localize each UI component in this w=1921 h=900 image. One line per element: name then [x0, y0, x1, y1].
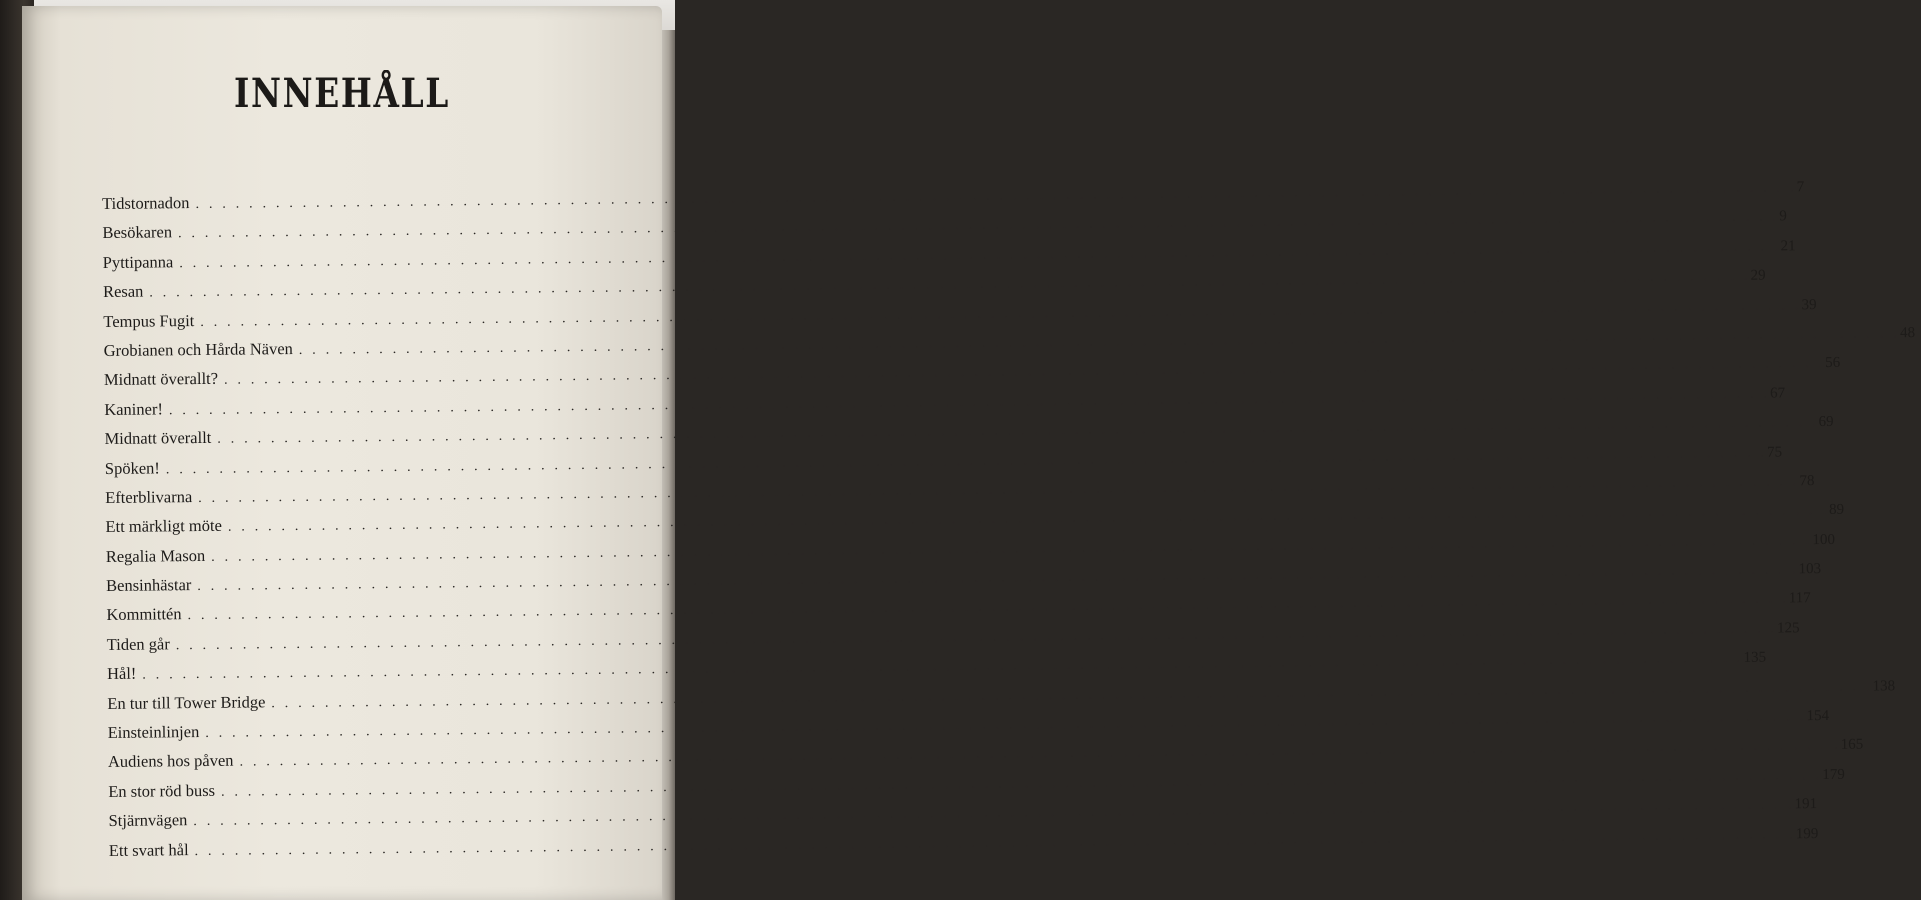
toc-entry-title: Spöken!	[104, 457, 160, 478]
toc-leader-dots: . . . . . . . . . . . . . . . . . . . . . . . . . . . . . . . . . . . . . . . . . . . . . . . . . . . . . . . . . . . . . . . . . . . . . . . . . . . . . . . . . . . . . . . . . . . . . . . . . . . . . . . . . . . . . . . . . . . . . . . .	[298, 326, 1901, 358]
toc-leader-dots: . . . . . . . . . . . . . . . . . . . . . . . . . . . . . . . . . . . . . . . . . . . . . . . . . . . . . . . . . . . . . . . . . . . . . . . . . . . . . . . . . . . . . . . . . . . . . . . . . . . . . . . . . . . . . . . . . . . . . . . .	[220, 767, 1823, 800]
toc-entry-page: 21	[1780, 238, 1796, 255]
toc-entry-title: Ett svart hål	[108, 839, 189, 860]
toc-entry-page: 56	[1825, 355, 1841, 372]
toc-entry-title: Tidstornadon	[102, 193, 190, 213]
toc-entry-title: Midnatt överallt?	[103, 369, 219, 390]
toc-leader-dots: . . . . . . . . . . . . . . . . . . . . . . . . . . . . . . . . . . . . . . . . . . . . . . . . . . . . . . . . . . . . . . . . . . . . . . . . . . . . . . . . . . . . . . . . . . . . . . . . . . . . . . . . . . . . . . . . . . . . . . . .	[165, 445, 1768, 477]
toc-leader-dots: . . . . . . . . . . . . . . . . . . . . . . . . . . . . . . . . . . . . . . . . . . . . . . . . . . . . . . . . . . . . . . . . . . . . . . . . . . . . . . . . . . . . . . . . . . . . . . . . . . . . . . . . . . . . . . . . . . . . . . . .	[271, 679, 1873, 711]
toc-entry-page: 100	[1812, 531, 1836, 548]
toc-entry-title: En tur till Tower Bridge	[107, 691, 266, 713]
toc-entry-title: Bensinhästar	[106, 575, 192, 596]
toc-entry-title: Hål!	[106, 663, 137, 684]
table-of-contents	[102, 179, 1916, 870]
toc-entry-page: 125	[1776, 620, 1800, 637]
toc-entry-page: 78	[1799, 472, 1815, 490]
toc-entry	[108, 825, 1819, 870]
page-title: INNEHÅLL	[234, 70, 450, 117]
toc-leader-dots: . . . . . . . . . . . . . . . . . . . . . . . . . . . . . . . . . . . . . . . . . . . . . . . . . . . . . . . . . . . . . . . . . . . . . . . . . . . . . . . . . . . . . . . . . . . . . . . . . . . . . . . . . . . . . . . . . . . . . . . .	[175, 621, 1778, 654]
toc-entry-page: 69	[1818, 414, 1834, 431]
toc-leader-dots: . . . . . . . . . . . . . . . . . . . . . . . . . . . . . . . . . . . . . . . . . . . . . . . . . . . . . . . . . . . . . . . . . . . . . . . . . . . . . . . . . . . . . . . . . . . . . . . . . . . . . . . . . . . . . . . . . . . . . . . .	[198, 474, 1800, 506]
toc-leader-dots: . . . . . . . . . . . . . . . . . . . . . . . . . . . . . . . . . . . . . . . . . . . . . . . . . . . . . . . . . . . . . . . . . . . . . . . . . . . . . . . . . . . . . . . . . . . . . . . . . . . . . . . . . . . . . . . . . . . . . . . .	[187, 591, 1789, 624]
toc-entry-title: Tempus Fugit	[103, 310, 195, 331]
toc-entry-title: Einsteinlinjen	[107, 722, 200, 743]
toc-entry-page: 48	[1900, 324, 1916, 342]
toc-entry-title: Kaniner!	[104, 399, 163, 419]
toc-entry-page: 135	[1743, 649, 1767, 667]
toc-leader-dots: . . . . . . . . . . . . . . . . . . . . . . . . . . . . . . . . . . . . . . . . . . . . . . . . . . . . . . . . . . . . . . . . . . . . . . . . . . . . . . . . . . . . . . . . . . . . . . . . . . . . . . . . . . . . . . . . . . . . . . . .	[194, 826, 1796, 859]
toc-leader-dots: . . . . . . . . . . . . . . . . . . . . . . . . . . . . . . . . . . . . . . . . . . . . . . . . . . . . . . . . . . . . . . . . . . . . . . . . . . . . . . . . . . . . . . . . . . . . . . . . . . . . . . . . . . . . . . . . . . . . . . . .	[197, 562, 1799, 595]
toc-entry-page: 67	[1770, 385, 1786, 402]
toc-entry-title: Regalia Mason	[105, 545, 206, 566]
toc-leader-dots: . . . . . . . . . . . . . . . . . . . . . . . . . . . . . . . . . . . . . . . . . . . . . . . . . . . . . . . . . . . . . . . . . . . . . . . . . . . . . . . . . . . . . . . . . . . . . . . . . . . . . . . . . . . . . . . . . . . . . . . .	[227, 503, 1830, 535]
toc-entry-page: 89	[1829, 502, 1845, 519]
toc-entry-title: Grobianen och Hårda Näven	[103, 338, 293, 360]
toc-entry-title: Midnatt överallt	[104, 427, 212, 449]
toc-leader-dots: . . . . . . . . . . . . . . . . . . . . . . . . . . . . . . . . . . . . . . . . . . . . . . . . . . . . . . . . . . . . . . . . . . . . . . . . . . . . . . . . . . . . . . . . . . . . . . . . . . . . . . . . . . . . . . . . . . . . . . . .	[239, 738, 1841, 771]
toc-leader-dots: . . . . . . . . . . . . . . . . . . . . . . . . . . . . . . . . . . . . . . . . . . . . . . . . . . . . . . . . . . . . . . . . . . . . . . . . . . . . . . . . . . . . . . . . . . . . . . . . . . . . . . . . . . . . . . . . . . . . . . . .	[149, 268, 1751, 301]
book-page	[22, 6, 1916, 900]
toc-entry-page: 179	[1822, 766, 1845, 783]
toc-entry-page: 9	[1779, 208, 1787, 225]
toc-entry-title: Ett märkligt möte	[105, 516, 222, 537]
toc-leader-dots: . . . . . . . . . . . . . . . . . . . . . . . . . . . . . . . . . . . . . . . . . . . . . . . . . . . . . . . . . . . . . . . . . . . . . . . . . . . . . . . . . . . . . . . . . . . . . . . . . . . . . . . . . . . . . . . . . . . . . . . .	[142, 651, 1744, 683]
toc-entry-title: En stor röd buss	[108, 780, 216, 801]
toc-entry-title: Pyttipanna	[102, 252, 174, 272]
toc-leader-dots: . . . . . . . . . . . . . . . . . . . . . . . . . . . . . . . . . . . . . . . . . . . . . . . . . . . . . . . . . . . . . . . . . . . . . . . . . . . . . . . . . . . . . . . . . . . . . . . . . . . . . . . . . . . . . . . . . . . . . . . .	[211, 532, 1813, 565]
toc-leader-dots: . . . . . . . . . . . . . . . . . . . . . . . . . . . . . . . . . . . . . . . . . . . . . . . . . . . . . . . . . . . . . . . . . . . . . . . . . . . . . . . . . . . . . . . . . . . . . . . . . . . . . . . . . . . . . . . . . . . . . . . .	[200, 297, 1802, 330]
toc-entry-title: Besökaren	[102, 222, 173, 243]
toc-leader-dots: . . . . . . . . . . . . . . . . . . . . . . . . . . . . . . . . . . . . . . . . . . . . . . . . . . . . . . . . . . . . . . . . . . . . . . . . . . . . . . . . . . . . . . . . . . . . . . . . . . . . . . . . . . . . . . . . . . . . . . . .	[223, 356, 1826, 389]
toc-entry-title: Stjärnvägen	[108, 810, 188, 831]
toc-leader-dots: . . . . . . . . . . . . . . . . . . . . . . . . . . . . . . . . . . . . . . . . . . . . . . . . . . . . . . . . . . . . . . . . . . . . . . . . . . . . . . . . . . . . . . . . . . . . . . . . . . . . . . . . . . . . . . . . . . . . . . . .	[168, 386, 1771, 419]
toc-entry-page: 117	[1788, 590, 1811, 607]
toc-leader-dots: . . . . . . . . . . . . . . . . . . . . . . . . . . . . . . . . . . . . . . . . . . . . . . . . . . . . . . . . . . . . . . . . . . . . . . . . . . . . . . . . . . . . . . . . . . . . . . . . . . . . . . . . . . . . . . . . . . . . . . . .	[217, 415, 1819, 447]
toc-leader-dots: . . . . . . . . . . . . . . . . . . . . . . . . . . . . . . . . . . . . . . . . . . . . . . . . . . . . . . . . . . . . . . . . . . . . . . . . . . . . . . . . . . . . . . . . . . . . . . . . . . . . . . . . . . . . . . . . . . . . . . . .	[179, 239, 1781, 271]
toc-entry-title: Tiden går	[106, 634, 170, 654]
toc-entry-page: 39	[1801, 296, 1817, 313]
toc-entry-title: Resan	[102, 281, 144, 302]
toc-entry-title: Kommittén	[106, 604, 182, 625]
toc-entry-page: 29	[1750, 267, 1766, 284]
toc-entry-title: Efterblivarna	[105, 486, 193, 507]
toc-entry-page: 191	[1794, 796, 1818, 813]
toc-leader-dots: . . . . . . . . . . . . . . . . . . . . . . . . . . . . . . . . . . . . . . . . . . . . . . . . . . . . . . . . . . . . . . . . . . . . . . . . . . . . . . . . . . . . . . . . . . . . . . . . . . . . . . . . . . . . . . . . . . . . . . . .	[205, 709, 1807, 741]
toc-entry-page: 75	[1767, 443, 1783, 461]
toc-leader-dots: . . . . . . . . . . . . . . . . . . . . . . . . . . . . . . . . . . . . . . . . . . . . . . . . . . . . . . . . . . . . . . . . . . . . . . . . . . . . . . . . . . . . . . . . . . . . . . . . . . . . . . . . . . . . . . . . . . . . . . . .	[178, 209, 1780, 242]
toc-entry-page: 103	[1798, 561, 1822, 578]
toc-entry-page: 199	[1795, 825, 1819, 842]
toc-entry-page: 154	[1806, 707, 1830, 725]
toc-entry-page: 7	[1796, 179, 1805, 196]
toc-entry-title: Audiens hos påven	[107, 751, 234, 772]
toc-entry-page: 165	[1840, 737, 1864, 754]
toc-leader-dots: . . . . . . . . . . . . . . . . . . . . . . . . . . . . . . . . . . . . . . . . . . . . . . . . . . . . . . . . . . . . . . . . . . . . . . . . . . . . . . . . . . . . . . . . . . . . . . . . . . . . . . . . . . . . . . . . . . . . . . . .	[193, 797, 1795, 830]
toc-leader-dots: . . . . . . . . . . . . . . . . . . . . . . . . . . . . . . . . . . . . . . . . . . . . . . . . . . . . . . . . . . . . . . . . . . . . . . . . . . . . . . . . . . . . . . . . . . . . . . . . . . . . . . . . . . . . . . . . . . . . . . . .	[195, 180, 1797, 213]
toc-entry-page: 138	[1872, 677, 1896, 695]
